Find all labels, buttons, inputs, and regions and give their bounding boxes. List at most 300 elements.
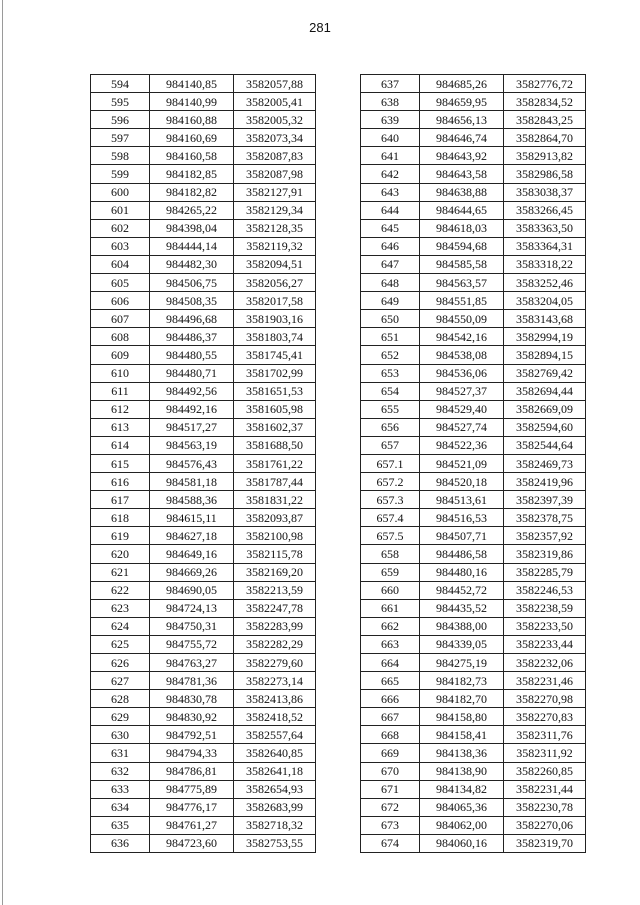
x-coordinate-cell: 984182,82 — [150, 183, 234, 201]
table-row — [361, 328, 586, 346]
y-coordinate-cell: 3582057,88 — [234, 75, 316, 93]
table-row — [91, 834, 316, 852]
point-number-cell: 618 — [91, 509, 150, 527]
y-coordinate-cell: 3582994,19 — [504, 328, 586, 346]
y-coordinate-cell: 3581903,16 — [234, 310, 316, 328]
point-number-cell: 594 — [91, 75, 150, 93]
x-coordinate-cell: 984517,27 — [150, 418, 234, 436]
y-coordinate-cell: 3581831,22 — [234, 491, 316, 509]
y-coordinate-cell: 3581702,99 — [234, 364, 316, 382]
table-row — [91, 400, 316, 418]
table-row — [361, 400, 586, 418]
x-coordinate-cell: 984507,71 — [420, 527, 504, 545]
table-row — [91, 708, 316, 726]
x-coordinate-cell: 984536,06 — [420, 364, 504, 382]
point-number-cell: 605 — [91, 274, 150, 292]
point-number-cell: 639 — [361, 111, 420, 129]
table-row — [361, 545, 586, 563]
table-row — [91, 816, 316, 834]
table-row — [91, 635, 316, 653]
point-number-cell: 658 — [361, 545, 420, 563]
point-number-cell: 671 — [361, 780, 420, 798]
point-number-cell: 674 — [361, 834, 420, 852]
x-coordinate-cell: 984275,19 — [420, 654, 504, 672]
x-coordinate-cell: 984520,18 — [420, 473, 504, 491]
table-row — [91, 726, 316, 744]
x-coordinate-cell: 984563,19 — [150, 436, 234, 454]
x-coordinate-cell: 984581,18 — [150, 473, 234, 491]
y-coordinate-cell: 3582654,93 — [234, 780, 316, 798]
point-number-cell: 641 — [361, 147, 420, 165]
x-coordinate-cell: 984643,58 — [420, 165, 504, 183]
table-row — [361, 346, 586, 364]
point-number-cell: 657.3 — [361, 491, 420, 509]
point-number-cell: 622 — [91, 581, 150, 599]
y-coordinate-cell: 3581602,37 — [234, 418, 316, 436]
table-row — [361, 581, 586, 599]
point-number-cell: 600 — [91, 183, 150, 201]
x-coordinate-cell: 984388,00 — [420, 617, 504, 635]
table-row — [91, 310, 316, 328]
y-coordinate-cell: 3582311,76 — [504, 726, 586, 744]
table-row — [361, 292, 586, 310]
point-number-cell: 657.2 — [361, 473, 420, 491]
point-number-cell: 628 — [91, 690, 150, 708]
table-row — [91, 274, 316, 292]
y-coordinate-cell: 3582319,86 — [504, 545, 586, 563]
table-row — [361, 237, 586, 255]
y-coordinate-cell: 3583318,22 — [504, 255, 586, 273]
y-coordinate-cell: 3581651,53 — [234, 382, 316, 400]
x-coordinate-cell: 984615,11 — [150, 509, 234, 527]
table-row — [361, 563, 586, 581]
table-row — [361, 183, 586, 201]
x-coordinate-cell: 984265,22 — [150, 201, 234, 219]
point-number-cell: 638 — [361, 93, 420, 111]
table-row — [361, 454, 586, 472]
point-number-cell: 601 — [91, 201, 150, 219]
table-row — [91, 237, 316, 255]
x-coordinate-cell: 984776,17 — [150, 798, 234, 816]
y-coordinate-cell: 3582894,15 — [504, 346, 586, 364]
table-row — [91, 798, 316, 816]
point-number-cell: 633 — [91, 780, 150, 798]
point-number-cell: 673 — [361, 816, 420, 834]
table-row — [91, 599, 316, 617]
table-row — [361, 834, 586, 852]
x-coordinate-cell: 984690,05 — [150, 581, 234, 599]
x-coordinate-cell: 984723,60 — [150, 834, 234, 852]
y-coordinate-cell: 3582169,20 — [234, 563, 316, 581]
point-number-cell: 652 — [361, 346, 420, 364]
x-coordinate-cell: 984065,36 — [420, 798, 504, 816]
point-number-cell: 656 — [361, 418, 420, 436]
point-number-cell: 623 — [91, 599, 150, 617]
y-coordinate-cell: 3582270,06 — [504, 816, 586, 834]
table-row — [91, 219, 316, 237]
y-coordinate-cell: 3582753,55 — [234, 834, 316, 852]
point-number-cell: 608 — [91, 328, 150, 346]
point-number-cell: 611 — [91, 382, 150, 400]
x-coordinate-cell: 984140,85 — [150, 75, 234, 93]
x-coordinate-cell: 984182,85 — [150, 165, 234, 183]
point-number-cell: 604 — [91, 255, 150, 273]
point-number-cell: 645 — [361, 219, 420, 237]
table-row — [361, 310, 586, 328]
table-row — [91, 292, 316, 310]
y-coordinate-cell: 3582127,91 — [234, 183, 316, 201]
x-coordinate-cell: 984750,31 — [150, 617, 234, 635]
x-coordinate-cell: 984062,00 — [420, 816, 504, 834]
table-row — [91, 165, 316, 183]
table-row — [91, 111, 316, 129]
y-coordinate-cell: 3582718,32 — [234, 816, 316, 834]
x-coordinate-cell: 984060,16 — [420, 834, 504, 852]
point-number-cell: 642 — [361, 165, 420, 183]
y-coordinate-cell: 3583204,05 — [504, 292, 586, 310]
x-coordinate-cell: 984522,36 — [420, 436, 504, 454]
y-coordinate-cell: 3582913,82 — [504, 147, 586, 165]
point-number-cell: 649 — [361, 292, 420, 310]
point-number-cell: 612 — [91, 400, 150, 418]
y-coordinate-cell: 3582683,99 — [234, 798, 316, 816]
x-coordinate-cell: 984594,68 — [420, 237, 504, 255]
table-row — [91, 780, 316, 798]
x-coordinate-cell: 984398,04 — [150, 219, 234, 237]
y-coordinate-cell: 3583364,31 — [504, 237, 586, 255]
x-coordinate-cell: 984550,09 — [420, 310, 504, 328]
x-coordinate-cell: 984508,35 — [150, 292, 234, 310]
x-coordinate-cell: 984643,92 — [420, 147, 504, 165]
point-number-cell: 614 — [91, 436, 150, 454]
x-coordinate-cell: 984761,27 — [150, 816, 234, 834]
table-row — [361, 744, 586, 762]
x-coordinate-cell: 984563,57 — [420, 274, 504, 292]
table-row — [361, 599, 586, 617]
y-coordinate-cell: 3582776,72 — [504, 75, 586, 93]
point-number-cell: 635 — [91, 816, 150, 834]
table-row — [361, 654, 586, 672]
x-coordinate-cell: 984182,73 — [420, 672, 504, 690]
x-coordinate-cell: 984792,51 — [150, 726, 234, 744]
point-number-cell: 602 — [91, 219, 150, 237]
point-number-cell: 643 — [361, 183, 420, 201]
y-coordinate-cell: 3582017,58 — [234, 292, 316, 310]
point-number-cell: 667 — [361, 708, 420, 726]
x-coordinate-cell: 984521,09 — [420, 454, 504, 472]
x-coordinate-cell: 984480,55 — [150, 346, 234, 364]
x-coordinate-cell: 984529,40 — [420, 400, 504, 418]
y-coordinate-cell: 3582834,52 — [504, 93, 586, 111]
y-coordinate-cell: 3583363,50 — [504, 219, 586, 237]
table-row — [361, 635, 586, 653]
point-number-cell: 627 — [91, 672, 150, 690]
x-coordinate-cell: 984538,08 — [420, 346, 504, 364]
y-coordinate-cell: 3582270,83 — [504, 708, 586, 726]
table-row — [91, 129, 316, 147]
table-row — [361, 672, 586, 690]
y-coordinate-cell: 3581787,44 — [234, 473, 316, 491]
coordinates-table-right-body — [361, 75, 586, 853]
x-coordinate-cell: 984158,41 — [420, 726, 504, 744]
point-number-cell: 616 — [91, 473, 150, 491]
x-coordinate-cell: 984452,72 — [420, 581, 504, 599]
x-coordinate-cell: 984830,78 — [150, 690, 234, 708]
x-coordinate-cell: 984506,75 — [150, 274, 234, 292]
table-row — [361, 219, 586, 237]
x-coordinate-cell: 984140,99 — [150, 93, 234, 111]
x-coordinate-cell: 984527,37 — [420, 382, 504, 400]
table-row — [91, 147, 316, 165]
x-coordinate-cell: 984513,61 — [420, 491, 504, 509]
point-number-cell: 606 — [91, 292, 150, 310]
point-number-cell: 647 — [361, 255, 420, 273]
x-coordinate-cell: 984551,85 — [420, 292, 504, 310]
y-coordinate-cell: 3582005,32 — [234, 111, 316, 129]
y-coordinate-cell: 3582238,59 — [504, 599, 586, 617]
x-coordinate-cell: 984486,58 — [420, 545, 504, 563]
point-number-cell: 661 — [361, 599, 420, 617]
table-row — [91, 328, 316, 346]
table-row — [91, 581, 316, 599]
x-coordinate-cell: 984724,13 — [150, 599, 234, 617]
y-coordinate-cell: 3582100,98 — [234, 527, 316, 545]
x-coordinate-cell: 984669,26 — [150, 563, 234, 581]
x-coordinate-cell: 984160,69 — [150, 129, 234, 147]
x-coordinate-cell: 984588,36 — [150, 491, 234, 509]
y-coordinate-cell: 3582319,70 — [504, 834, 586, 852]
point-number-cell: 659 — [361, 563, 420, 581]
point-number-cell: 629 — [91, 708, 150, 726]
y-coordinate-cell: 3582119,32 — [234, 237, 316, 255]
point-number-cell: 621 — [91, 563, 150, 581]
y-coordinate-cell: 3582279,60 — [234, 654, 316, 672]
y-coordinate-cell: 3582231,44 — [504, 780, 586, 798]
y-coordinate-cell: 3582115,78 — [234, 545, 316, 563]
table-row — [361, 708, 586, 726]
table-row — [361, 690, 586, 708]
point-number-cell: 663 — [361, 635, 420, 653]
point-number-cell: 615 — [91, 454, 150, 472]
y-coordinate-cell: 3582260,85 — [504, 762, 586, 780]
table-row — [361, 129, 586, 147]
coordinates-table-left — [90, 74, 316, 853]
x-coordinate-cell: 984781,36 — [150, 672, 234, 690]
table-row — [361, 111, 586, 129]
y-coordinate-cell: 3582378,75 — [504, 509, 586, 527]
table-row — [361, 255, 586, 273]
y-coordinate-cell: 3583038,37 — [504, 183, 586, 201]
x-coordinate-cell: 984618,03 — [420, 219, 504, 237]
point-number-cell: 632 — [91, 762, 150, 780]
table-row — [361, 617, 586, 635]
x-coordinate-cell: 984576,43 — [150, 454, 234, 472]
table-row — [361, 509, 586, 527]
x-coordinate-cell: 984638,88 — [420, 183, 504, 201]
table-row — [91, 75, 316, 93]
x-coordinate-cell: 984627,18 — [150, 527, 234, 545]
point-number-cell: 655 — [361, 400, 420, 418]
y-coordinate-cell: 3582129,34 — [234, 201, 316, 219]
y-coordinate-cell: 3582986,58 — [504, 165, 586, 183]
table-row — [361, 418, 586, 436]
y-coordinate-cell: 3582418,52 — [234, 708, 316, 726]
y-coordinate-cell: 3582233,50 — [504, 617, 586, 635]
table-row — [91, 346, 316, 364]
y-coordinate-cell: 3582273,14 — [234, 672, 316, 690]
y-coordinate-cell: 3582094,51 — [234, 255, 316, 273]
x-coordinate-cell: 984158,80 — [420, 708, 504, 726]
point-number-cell: 630 — [91, 726, 150, 744]
y-coordinate-cell: 3582419,96 — [504, 473, 586, 491]
y-coordinate-cell: 3582282,29 — [234, 635, 316, 653]
x-coordinate-cell: 984649,16 — [150, 545, 234, 563]
point-number-cell: 631 — [91, 744, 150, 762]
table-row — [361, 147, 586, 165]
point-number-cell: 644 — [361, 201, 420, 219]
point-number-cell: 596 — [91, 111, 150, 129]
point-number-cell: 664 — [361, 654, 420, 672]
y-coordinate-cell: 3582247,78 — [234, 599, 316, 617]
table-row — [361, 527, 586, 545]
x-coordinate-cell: 984160,88 — [150, 111, 234, 129]
table-row — [91, 744, 316, 762]
x-coordinate-cell: 984794,33 — [150, 744, 234, 762]
y-coordinate-cell: 3581605,98 — [234, 400, 316, 418]
x-coordinate-cell: 984134,82 — [420, 780, 504, 798]
point-number-cell: 650 — [361, 310, 420, 328]
point-number-cell: 651 — [361, 328, 420, 346]
y-coordinate-cell: 3583143,68 — [504, 310, 586, 328]
point-number-cell: 665 — [361, 672, 420, 690]
x-coordinate-cell: 984496,68 — [150, 310, 234, 328]
y-coordinate-cell: 3582769,42 — [504, 364, 586, 382]
x-coordinate-cell: 984786,81 — [150, 762, 234, 780]
x-coordinate-cell: 984516,53 — [420, 509, 504, 527]
point-number-cell: 669 — [361, 744, 420, 762]
y-coordinate-cell: 3582357,92 — [504, 527, 586, 545]
x-coordinate-cell: 984775,89 — [150, 780, 234, 798]
table-row — [361, 165, 586, 183]
table-row — [91, 491, 316, 509]
table-row — [91, 617, 316, 635]
y-coordinate-cell: 3582230,78 — [504, 798, 586, 816]
point-number-cell: 599 — [91, 165, 150, 183]
point-number-cell: 595 — [91, 93, 150, 111]
table-row — [361, 93, 586, 111]
table-row — [91, 527, 316, 545]
y-coordinate-cell: 3582285,79 — [504, 563, 586, 581]
y-coordinate-cell: 3582669,09 — [504, 400, 586, 418]
y-coordinate-cell: 3581761,22 — [234, 454, 316, 472]
x-coordinate-cell: 984763,27 — [150, 654, 234, 672]
y-coordinate-cell: 3582641,18 — [234, 762, 316, 780]
page-edge-line — [2, 0, 3, 905]
y-coordinate-cell: 3582397,39 — [504, 491, 586, 509]
x-coordinate-cell: 984444,14 — [150, 237, 234, 255]
point-number-cell: 657.5 — [361, 527, 420, 545]
point-number-cell: 672 — [361, 798, 420, 816]
point-number-cell: 668 — [361, 726, 420, 744]
x-coordinate-cell: 984492,56 — [150, 382, 234, 400]
table-row — [91, 762, 316, 780]
y-coordinate-cell: 3582087,98 — [234, 165, 316, 183]
point-number-cell: 640 — [361, 129, 420, 147]
x-coordinate-cell: 984527,74 — [420, 418, 504, 436]
y-coordinate-cell: 3582232,06 — [504, 654, 586, 672]
point-number-cell: 636 — [91, 834, 150, 852]
table-row — [91, 436, 316, 454]
x-coordinate-cell: 984644,65 — [420, 201, 504, 219]
coordinates-table-left-body — [91, 75, 316, 853]
y-coordinate-cell: 3581803,74 — [234, 328, 316, 346]
table-row — [91, 545, 316, 563]
y-coordinate-cell: 3582087,83 — [234, 147, 316, 165]
y-coordinate-cell: 3582231,46 — [504, 672, 586, 690]
table-row — [91, 473, 316, 491]
point-number-cell: 657.1 — [361, 454, 420, 472]
table-row — [361, 798, 586, 816]
point-number-cell: 662 — [361, 617, 420, 635]
point-number-cell: 648 — [361, 274, 420, 292]
y-coordinate-cell: 3583266,45 — [504, 201, 586, 219]
point-number-cell: 660 — [361, 581, 420, 599]
table-row — [91, 364, 316, 382]
y-coordinate-cell: 3582594,60 — [504, 418, 586, 436]
point-number-cell: 626 — [91, 654, 150, 672]
point-number-cell: 653 — [361, 364, 420, 382]
table-row — [361, 726, 586, 744]
y-coordinate-cell: 3582557,64 — [234, 726, 316, 744]
point-number-cell: 624 — [91, 617, 150, 635]
point-number-cell: 603 — [91, 237, 150, 255]
point-number-cell: 607 — [91, 310, 150, 328]
y-coordinate-cell: 3582544,64 — [504, 436, 586, 454]
table-row — [361, 75, 586, 93]
y-coordinate-cell: 3582073,34 — [234, 129, 316, 147]
point-number-cell: 620 — [91, 545, 150, 563]
table-row — [91, 382, 316, 400]
table-row — [361, 816, 586, 834]
y-coordinate-cell: 3582093,87 — [234, 509, 316, 527]
table-row — [91, 183, 316, 201]
point-number-cell: 634 — [91, 798, 150, 816]
table-row — [91, 454, 316, 472]
x-coordinate-cell: 984138,36 — [420, 744, 504, 762]
y-coordinate-cell: 3582311,92 — [504, 744, 586, 762]
table-row — [91, 418, 316, 436]
x-coordinate-cell: 984656,13 — [420, 111, 504, 129]
table-row — [361, 201, 586, 219]
point-number-cell: 670 — [361, 762, 420, 780]
y-coordinate-cell: 3582843,25 — [504, 111, 586, 129]
y-coordinate-cell: 3582270,98 — [504, 690, 586, 708]
table-row — [361, 382, 586, 400]
point-number-cell: 617 — [91, 491, 150, 509]
point-number-cell: 657 — [361, 436, 420, 454]
x-coordinate-cell: 984585,58 — [420, 255, 504, 273]
y-coordinate-cell: 3581745,41 — [234, 346, 316, 364]
x-coordinate-cell: 984646,74 — [420, 129, 504, 147]
point-number-cell: 609 — [91, 346, 150, 364]
x-coordinate-cell: 984830,92 — [150, 708, 234, 726]
point-number-cell: 646 — [361, 237, 420, 255]
x-coordinate-cell: 984480,16 — [420, 563, 504, 581]
table-row — [361, 436, 586, 454]
table-row — [91, 654, 316, 672]
y-coordinate-cell: 3582128,35 — [234, 219, 316, 237]
y-coordinate-cell: 3582413,86 — [234, 690, 316, 708]
